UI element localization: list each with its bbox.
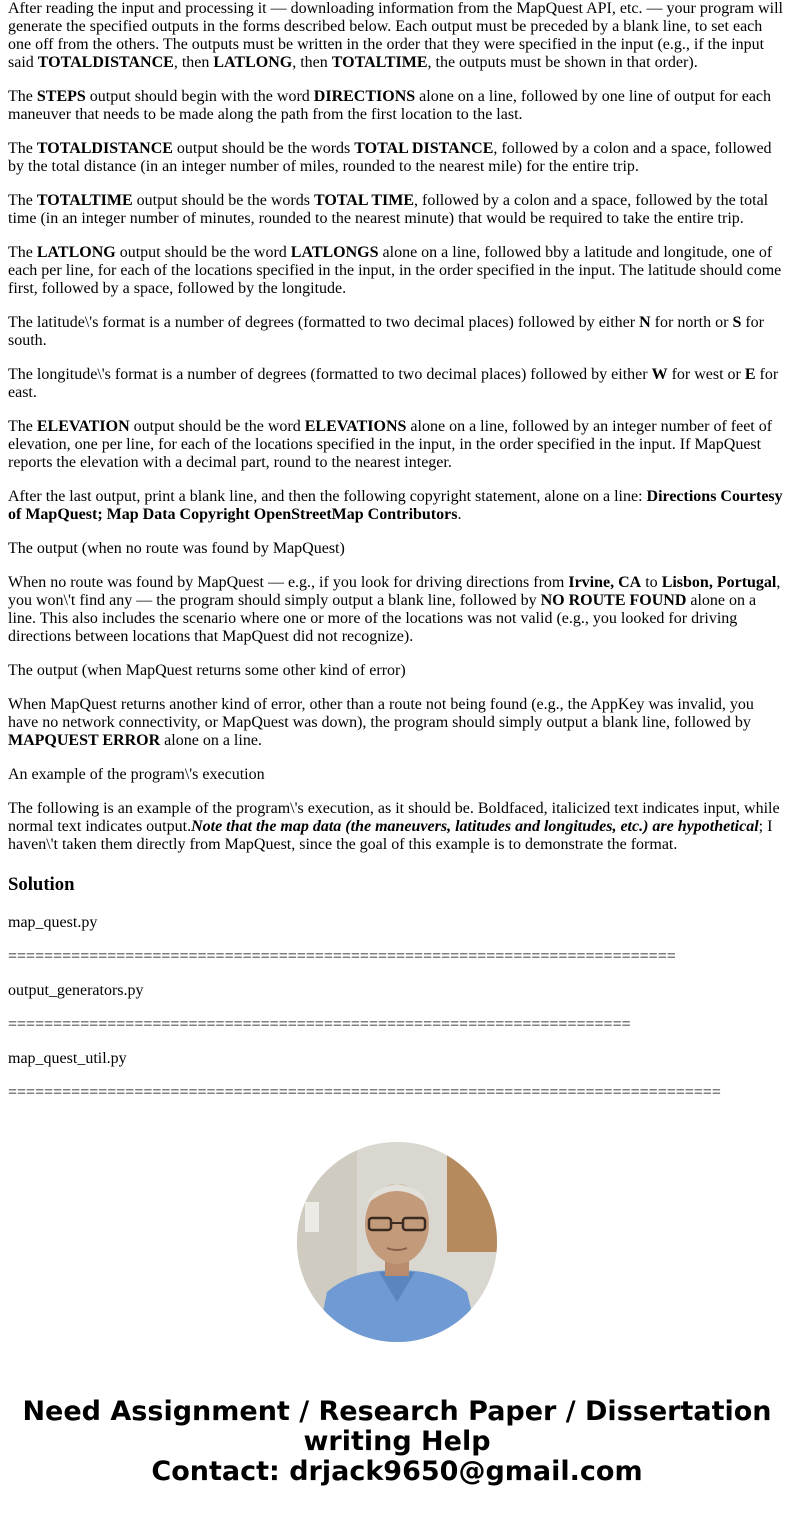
keyword: TOTALDISTANCE — [37, 54, 174, 71]
paragraph-other-error: When MapQuest returns another kind of error, other than a route not being found (e.g., the AppKey was invalid, you have no network connectivity, or MapQuest was down), the program should simply output a blank line, followed by MAPQUEST ERROR alone on a line. — [8, 696, 754, 749]
keyword: ELEVATIONS — [304, 418, 407, 435]
file-name: map_quest.py — [8, 914, 98, 931]
author-avatar — [297, 1142, 497, 1342]
subheading-no-route: The output (when no route was found by MapQuest) — [8, 540, 345, 557]
keyword: ELEVATION — [36, 418, 130, 435]
separator-line: ===================================================================== — [8, 1016, 631, 1033]
solution-heading: Solution — [8, 874, 75, 895]
keyword: TOTALDISTANCE — [36, 140, 173, 157]
keyword: TOTALTIME — [36, 192, 133, 209]
author-photo-section — [0, 1142, 794, 1347]
promo-headline: Need Assignment / Research Paper / Dissertation writing Help — [22, 1396, 772, 1457]
copyright-statement: Directions Courtesy of MapQuest; Map Data Copyright OpenStreetMap Contributors — [8, 488, 783, 523]
separator-line: =============================================================================== — [8, 1084, 721, 1101]
paragraph-no-route: When no route was found by MapQuest — e.g., if you look for driving directions from Irvine, CA to Lisbon, Portugal, you won\'t find any — the program should simply output a blank line, followed by NO ROUTE FOUND alone on a line. This also includes the scenario where one or more of the locations was not valid (e.g., you looked for driving directions between locations that MapQuest did not recognize). — [8, 574, 781, 645]
paragraph-example: The following is an example of the program\'s execution, as it should be. Boldfaced, italicized text indicates input, while normal text indicates output.Note that the map data (the maneuvers, latitudes and longitudes, etc.) are hypothetical; I haven\'t taken them directly from MapQuest, since the goal of this example is to demonstrate the format. — [8, 800, 780, 853]
paragraph-copyright: After the last output, print a blank line, and then the following copyright statement, alone on a line: Directions Courtesy of MapQuest; Map Data Copyright OpenStreetMap Contributors. — [8, 488, 783, 523]
keyword: NO ROUTE FOUND — [540, 592, 687, 609]
keyword: TOTAL TIME — [313, 192, 414, 209]
paragraph-latlong: The LATLONG output should be the word LATLONGS alone on a line, followed bby a latitude and longitude, one of each per line, for each of the locations specified in the input, in the order specified in the input. The latitude should come first, followed by a space, followed by the longitude. — [8, 244, 782, 297]
keyword: LATLONGS — [290, 244, 379, 261]
emphasis-note: Note that the map data (the maneuvers, latitudes and longitudes, etc.) are hypothetical — [191, 818, 759, 835]
keyword: TOTALTIME — [331, 54, 428, 71]
keyword: MAPQUEST ERROR — [8, 732, 161, 749]
keyword: Lisbon, Portugal — [661, 574, 777, 591]
portrait-image — [297, 1142, 497, 1342]
keyword: E — [744, 366, 756, 383]
promo-contact: Contact: drjack9650@gmail.com — [151, 1456, 643, 1487]
subheading-other-error: The output (when MapQuest returns some other kind of error) — [8, 662, 406, 679]
paragraph-outputs-intro: After reading the input and processing it — downloading information from the MapQuest API, etc. — your program will generate the specified outputs in the forms described below. Each output must be preceded by a blank line, to set each one off from the others. The outputs must be written in the order that they were specified in the input (e.g., if the input said TOTALDISTANCE, then LATLONG, then TOTALTIME, the outputs must be shown in that order). — [8, 0, 783, 71]
separator-line: ========================================================================== — [8, 948, 676, 965]
paragraph-totaldistance: The TOTALDISTANCE output should be the words TOTAL DISTANCE, followed by a colon and a space, followed by the total distance (in an integer number of miles, rounded to the nearest mile) for the entire trip. — [8, 140, 772, 175]
file-name: output_generators.py — [8, 982, 144, 999]
paragraph-totaltime: The TOTALTIME output should be the words TOTAL TIME, followed by a colon and a space, followed by the total time (in an integer number of minutes, rounded to the nearest minute) that would be required to take the entire trip. — [8, 192, 769, 227]
keyword: S — [732, 314, 742, 331]
file-name: map_quest_util.py — [8, 1050, 127, 1067]
promo-banner — [0, 1397, 794, 1487]
keyword: W — [651, 366, 668, 383]
keyword: N — [639, 314, 651, 331]
keyword: LATLONG — [36, 244, 116, 261]
paragraph-longitude-format: The longitude\'s format is a number of degrees (formatted to two decimal places) followed by either W for west or E for east. — [8, 366, 779, 401]
paragraph-latitude-format: The latitude\'s format is a number of degrees (formatted to two decimal places) followed by either N for north or S for south. — [8, 314, 764, 349]
keyword: STEPS — [36, 88, 86, 105]
subheading-example: An example of the program\'s execution — [8, 766, 265, 783]
keyword: LATLONG — [213, 54, 293, 71]
keyword: DIRECTIONS — [313, 88, 416, 105]
keyword: Irvine, CA — [568, 574, 642, 591]
paragraph-elevation: The ELEVATION output should be the word ELEVATIONS alone on a line, followed by an integer number of feet of elevation, one per line, for each of the locations specified in the input, in the order specified in the input. If MapQuest reports the elevation with a decimal part, round to the nearest integer. — [8, 418, 773, 471]
keyword: TOTAL DISTANCE — [354, 140, 494, 157]
paragraph-steps: The STEPS output should begin with the word DIRECTIONS alone on a line, followed by one line of output for each maneuver that needs to be made along the path from the first location to the last. — [8, 88, 772, 123]
